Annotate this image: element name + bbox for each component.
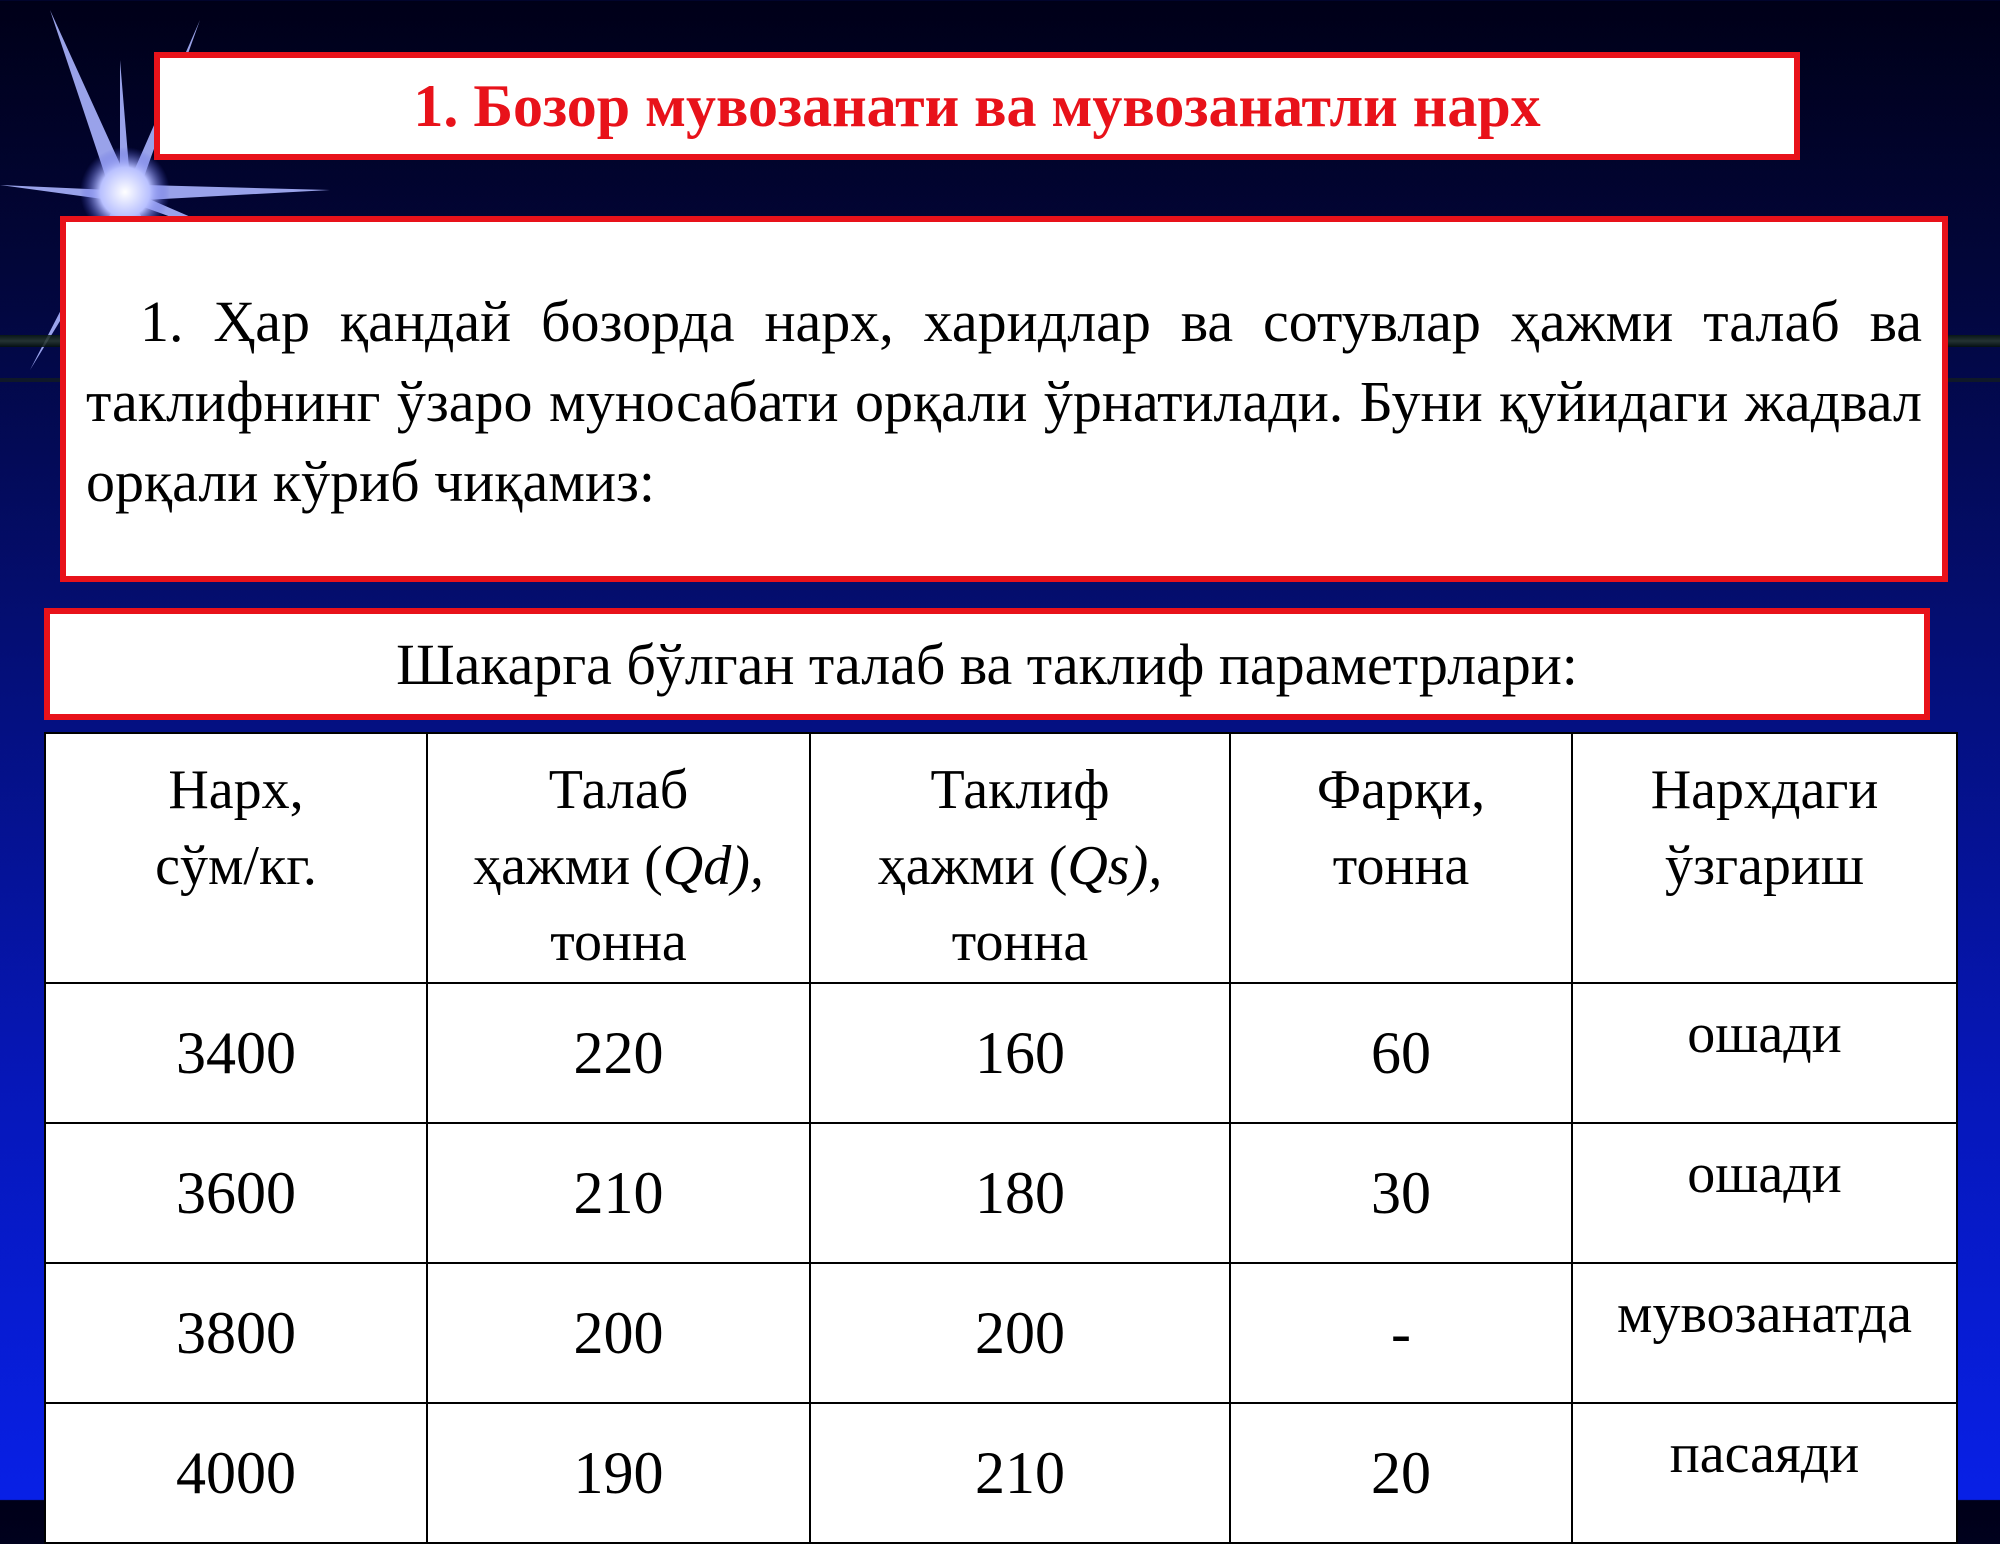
header-supply	[810, 733, 1230, 983]
slide-title: 1. Бозор мувозанати ва мувозанатли нарх	[413, 72, 1541, 139]
cell-change: ошади	[1572, 983, 1957, 1123]
header-supply-line3: тонна	[951, 911, 1089, 973]
cell-price: 4000	[45, 1403, 427, 1543]
header-demand-symbol: Qd),	[662, 835, 764, 897]
table-row	[45, 1403, 1957, 1543]
header-change	[1572, 733, 1957, 983]
table-caption: Шакарга бўлган талаб ва таклиф параметрлари:	[396, 631, 1578, 697]
header-supply-line1: Таклиф	[930, 759, 1110, 821]
header-diff-line1: Фарқи,	[1316, 759, 1486, 821]
table-header-row	[45, 733, 1957, 983]
cell-demand: 200	[427, 1263, 810, 1403]
header-demand-line2	[428, 828, 809, 904]
header-diff	[1230, 733, 1572, 983]
header-diff-line2: тонна	[1332, 835, 1470, 897]
title-box	[154, 52, 1800, 160]
supply-demand-table	[44, 732, 1958, 1544]
table-row	[45, 1263, 1957, 1403]
cell-diff: 60	[1230, 983, 1572, 1123]
table-row	[45, 1123, 1957, 1263]
cell-change: ошади	[1572, 1123, 1957, 1263]
cell-change: мувозанатда	[1572, 1263, 1957, 1403]
table-caption-box	[44, 608, 1930, 720]
intro-box	[60, 216, 1948, 582]
table-row	[45, 983, 1957, 1123]
cell-price: 3800	[45, 1263, 427, 1403]
header-price-line1: Нарх,	[168, 759, 304, 821]
cell-change: пасаяди	[1572, 1403, 1957, 1543]
header-supply-line2-text: ҳажми (	[877, 835, 1068, 897]
header-demand-line2-text: ҳажми (	[473, 835, 663, 897]
header-demand-line1: Талаб	[548, 759, 689, 821]
header-supply-symbol: Qs),	[1067, 835, 1163, 897]
header-demand-line3: тонна	[550, 911, 687, 973]
header-demand	[427, 733, 810, 983]
cell-supply: 180	[810, 1123, 1230, 1263]
cell-price: 3400	[45, 983, 427, 1123]
header-change-line1: Нархдаги	[1650, 759, 1879, 821]
cell-diff: -	[1230, 1263, 1572, 1403]
cell-diff: 20	[1230, 1403, 1572, 1543]
header-change-line2: ўзгариш	[1664, 835, 1865, 897]
intro-text: 1. Ҳар қандай бозорда нарх, харидлар ва сотувлар ҳажми талаб ва таклифнинг ўзаро муносабати орқали ўрнатилади. Буни қуйидаги жадвал орқали кўриб чиқамиз:	[86, 289, 1922, 514]
cell-diff: 30	[1230, 1123, 1572, 1263]
header-supply-line2	[811, 828, 1229, 904]
cell-price: 3600	[45, 1123, 427, 1263]
cell-supply: 210	[810, 1403, 1230, 1543]
cell-demand: 220	[427, 983, 810, 1123]
cell-supply: 200	[810, 1263, 1230, 1403]
cell-demand: 210	[427, 1123, 810, 1263]
header-price	[45, 733, 427, 983]
cell-demand: 190	[427, 1403, 810, 1543]
cell-supply: 160	[810, 983, 1230, 1123]
header-price-line2: сўм/кг.	[155, 835, 317, 897]
